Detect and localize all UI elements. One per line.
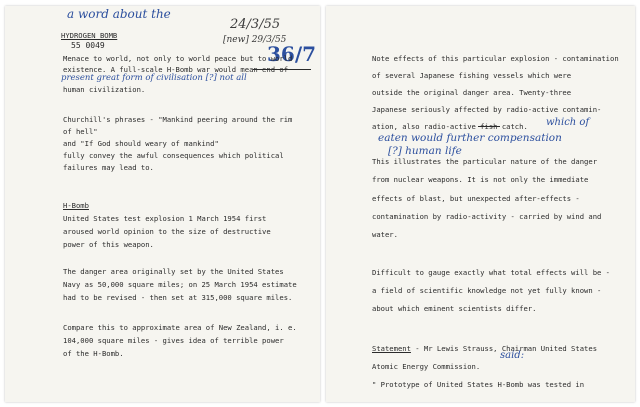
text-line: and "If God should weary of mankind" <box>63 139 219 148</box>
statement-label: Statement <box>372 344 411 353</box>
handwritten-annotation: eaten would further compensation <box>378 132 562 144</box>
text-line: had to be revised - then set at 315,000 square miles. <box>63 293 293 302</box>
document-heading: HYDROGEN BOMB <box>61 31 118 40</box>
text-line: of hell" <box>63 127 98 136</box>
strikethrough <box>478 126 500 127</box>
strikethrough <box>253 69 311 70</box>
text-line: This illustrates the particular nature of the danger <box>372 157 598 166</box>
document-page-right <box>326 6 635 402</box>
document-page-left <box>5 6 320 402</box>
text-line: fully convey the awful consequences which political <box>63 151 284 160</box>
file-reference: 55 0049 <box>71 41 105 50</box>
handwritten-note-top: a word about the <box>67 7 171 21</box>
handwritten-date-1: 24/3/55 <box>230 17 281 32</box>
text-line: " Prototype of United States H-Bomb was tested in <box>372 380 585 389</box>
text-line: Note effects of this particular explosion - contamination <box>372 54 619 63</box>
text-line: effects of blast, but unexpected after-effects - <box>372 194 580 203</box>
text-line: Navy as 50,000 square miles; on 25 March 1954 estimate <box>63 280 297 289</box>
text-line: about which eminent scientists differ. <box>372 304 537 313</box>
text-line: United States test explosion 1 March 1954 first <box>63 214 267 223</box>
statement-text: - Mr Lewis Strauss, Chairman United States <box>410 344 598 353</box>
text-line: existence. A full-scale H-Bomb war would mean end of <box>63 65 289 74</box>
text-line: ation, also radio-active fish catch. <box>372 122 528 131</box>
handwritten-annotation: said: <box>500 350 525 361</box>
text-line: The danger area originally set by the United States <box>63 267 284 276</box>
text-line: of the H-Bomb. <box>63 349 124 358</box>
text-line: aroused world opinion to the size of destructive <box>63 227 271 236</box>
text-line: human civilization. <box>63 85 146 94</box>
handwritten-page-number: 36/7 <box>267 42 317 66</box>
handwritten-insertion: present great form of civilisation [?] not all <box>61 73 247 83</box>
section-heading: H-Bomb <box>63 201 89 210</box>
text-line: Atomic Energy Commission. <box>372 362 481 371</box>
text-line: a field of scientific knowledge not yet fully known - <box>372 286 602 295</box>
text-line: Difficult to gauge exactly what total effects will be - <box>372 268 610 277</box>
text-line: power of this weapon. <box>63 240 154 249</box>
text-line: from nuclear weapons. It is not only the immediate <box>372 175 589 184</box>
text-line: Churchill's phrases - "Mankind peering around the rim <box>63 115 293 124</box>
text-line: 104,000 square miles - gives idea of terrible power <box>63 336 284 345</box>
text-line: water. <box>372 230 398 239</box>
text-line: Menace to world, not only to world peace but to world <box>63 54 293 63</box>
statement-line <box>372 344 597 353</box>
text-line: outside the original danger area. Twenty-three <box>372 88 572 97</box>
handwritten-annotation: which of <box>546 117 590 128</box>
handwritten-annotation: [?] human life <box>388 145 462 157</box>
text-line: failures may lead to. <box>63 163 154 172</box>
text-line: of several Japanese fishing vessels which were <box>372 71 572 80</box>
text-line: Japanese seriously affected by radio-active contamin- <box>372 105 602 114</box>
text-line: Compare this to approximate area of New Zealand, i. e. <box>63 323 297 332</box>
handwritten-date-2: [new] 29/3/55 <box>223 35 287 45</box>
text-line: contamination by radio-activity - carried by wind and <box>372 212 602 221</box>
